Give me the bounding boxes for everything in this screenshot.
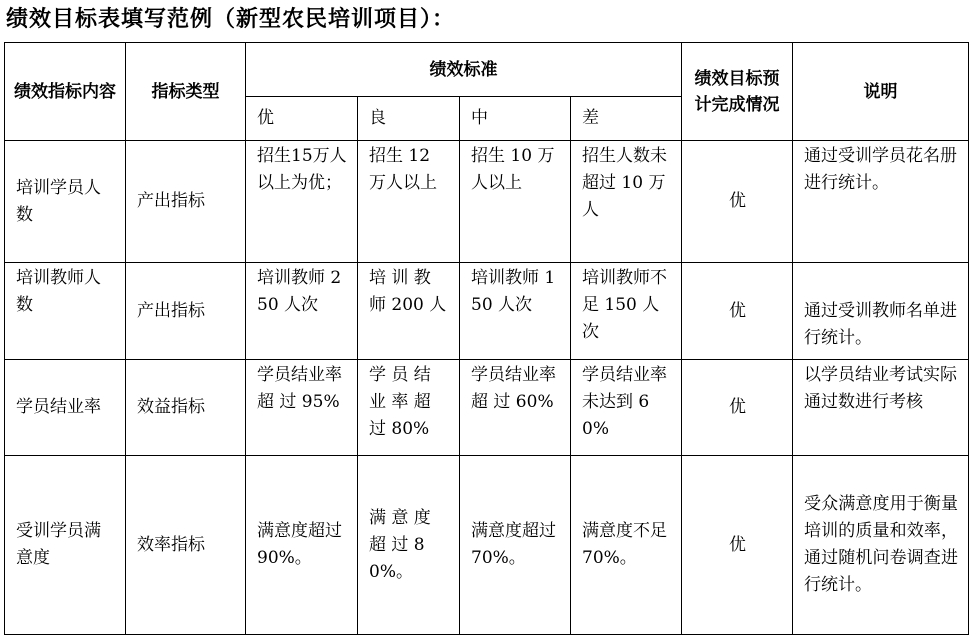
row-standard-poor: 满意度不足 70%。 bbox=[571, 456, 682, 635]
row-expected: 优 bbox=[682, 456, 793, 635]
row-standard-medium: 满意度超过 70%。 bbox=[460, 456, 571, 635]
row-type: 效益指标 bbox=[126, 360, 246, 456]
row-standard-good: 招生 12 万人以上 bbox=[358, 141, 460, 263]
row-indicator: 培训学员人数 bbox=[5, 141, 126, 263]
row-note: 通过受训教师名单进行统计。 bbox=[793, 263, 969, 360]
row-standard-poor: 招生人数未超过 10 万人 bbox=[571, 141, 682, 263]
row-indicator: 培训教师人数 bbox=[5, 263, 126, 360]
row-standard-medium: 培训教师 150 人次 bbox=[460, 263, 571, 360]
row-standard-excellent: 招生15万人以上为优； bbox=[246, 141, 358, 263]
header-note: 说明 bbox=[793, 43, 969, 141]
table-row bbox=[5, 141, 969, 263]
row-expected: 优 bbox=[682, 263, 793, 360]
row-type: 产出指标 bbox=[126, 263, 246, 360]
row-standard-excellent: 培训教师 250 人次 bbox=[246, 263, 358, 360]
row-type: 产出指标 bbox=[126, 141, 246, 263]
header-indicator: 绩效指标内容 bbox=[5, 43, 126, 141]
row-indicator: 受训学员满意度 bbox=[5, 456, 126, 635]
header-type: 指标类型 bbox=[126, 43, 246, 141]
row-standard-poor: 学员结业率未达到 60% bbox=[571, 360, 682, 456]
row-standard-excellent: 学员结业率 超 过 95% bbox=[246, 360, 358, 456]
header-row bbox=[5, 43, 969, 97]
row-note: 通过受训学员花名册进行统计。 bbox=[793, 141, 969, 263]
row-standard-medium: 招生 10 万人以上 bbox=[460, 141, 571, 263]
header-level-good: 良 bbox=[358, 97, 460, 141]
table-row bbox=[5, 263, 969, 360]
row-standard-excellent: 满意度超过 90%。 bbox=[246, 456, 358, 635]
header-standard: 绩效标准 bbox=[246, 43, 682, 97]
row-note: 受众满意度用于衡量培训的质量和效率，通过随机问卷调查进行统计。 bbox=[793, 456, 969, 635]
row-standard-medium: 学员结业率 超 过 60% bbox=[460, 360, 571, 456]
row-standard-good: 学 员 结 业 率 超 过 80% bbox=[358, 360, 460, 456]
table-row bbox=[5, 360, 969, 456]
header-level-excellent: 优 bbox=[246, 97, 358, 141]
row-standard-good: 满 意 度 超 过 80%。 bbox=[358, 456, 460, 635]
header-level-poor: 差 bbox=[571, 97, 682, 141]
table-row bbox=[5, 456, 969, 635]
row-expected: 优 bbox=[682, 360, 793, 456]
row-expected: 优 bbox=[682, 141, 793, 263]
row-standard-good: 培 训 教 师 200 人 bbox=[358, 263, 460, 360]
page-title: 绩效目标表填写范例（新型农民培训项目）： bbox=[6, 6, 456, 32]
row-note: 以学员结业考试实际通过数进行考核 bbox=[793, 360, 969, 456]
header-level-medium: 中 bbox=[460, 97, 571, 141]
row-standard-poor: 培训教师不足 150 人次 bbox=[571, 263, 682, 360]
row-type: 效率指标 bbox=[126, 456, 246, 635]
header-expected: 绩效目标预计完成情况 bbox=[682, 43, 793, 141]
performance-goal-table bbox=[4, 42, 969, 635]
row-indicator: 学员结业率 bbox=[5, 360, 126, 456]
